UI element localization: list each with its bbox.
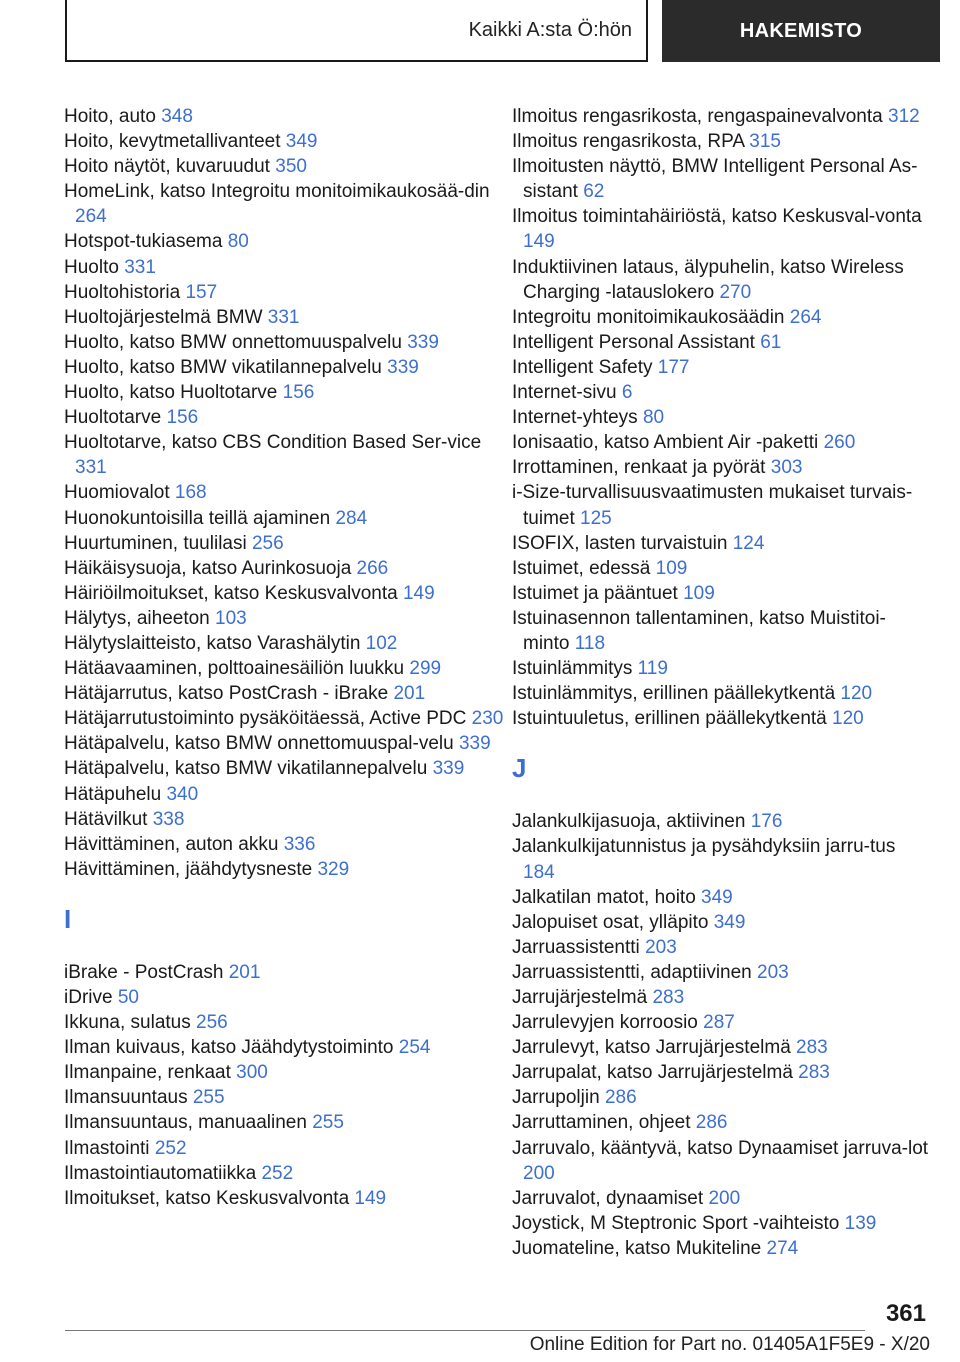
- index-entry: [64, 1161, 504, 1186]
- index-entry-term: Joystick, M Steptronic Sport -vaihteisto: [512, 1212, 840, 1234]
- index-entry: [64, 731, 504, 756]
- index-entry-page-link[interactable]: 312: [888, 106, 920, 127]
- index-entry: [512, 455, 932, 480]
- index-entry-term: Internet-yhteys: [512, 407, 638, 429]
- index-entry-term: Hoito, auto: [64, 106, 156, 127]
- index-entry-page-link[interactable]: 264: [789, 306, 822, 328]
- index-entry-page-link[interactable]: 124: [732, 532, 765, 554]
- index-entry-term: Jarruvalo, kääntyvä, katso Dynaamiset jarruva-lot: [512, 1137, 929, 1159]
- index-entry-term: Huoltojärjestelmä BMW: [64, 306, 263, 328]
- page-number: 361: [885, 1300, 926, 1327]
- index-entry-page-link[interactable]: 283: [652, 987, 685, 1008]
- index-entry-term: Istuinasennon tallentaminen, katso Muistitoi-minto: [512, 607, 886, 654]
- index-entry-page-link[interactable]: 80: [642, 407, 665, 429]
- index-entry-page-link[interactable]: 201: [393, 683, 426, 705]
- index-entry: [64, 581, 504, 606]
- index-entry-page-link[interactable]: 120: [840, 683, 873, 705]
- index-entry: [512, 104, 932, 129]
- index-entry-page-link[interactable]: 283: [798, 1062, 830, 1084]
- index-entry-page-link[interactable]: 109: [683, 582, 715, 604]
- index-entry: [512, 430, 932, 455]
- footer-divider: [65, 1330, 865, 1331]
- index-entry: [512, 1136, 932, 1186]
- index-entry-term: Huoltohistoria: [64, 281, 181, 303]
- index-entry: [512, 330, 932, 355]
- index-entry: [512, 1035, 932, 1060]
- index-entry-term: Ilmanpaine, renkaat: [64, 1062, 231, 1084]
- index-entry: [512, 255, 932, 305]
- index-entry-term: Intelligent Personal Assistant: [512, 331, 755, 353]
- index-entry-page-link[interactable]: 61: [760, 331, 782, 353]
- index-entry-page-link[interactable]: 270: [719, 281, 752, 303]
- index-entry-page-link[interactable]: 256: [251, 532, 284, 554]
- index-entry-page-link[interactable]: 349: [285, 131, 318, 153]
- index-entry-term: HomeLink, katso Integroitu monitoimikaukosää-din: [64, 181, 490, 203]
- index-entry-term: Istuimet ja pääntuet: [512, 582, 678, 604]
- index-entry-term: Intelligent Safety: [512, 356, 653, 378]
- index-entry-page-link[interactable]: 184: [523, 861, 555, 883]
- index-entry-term: Häiriöilmoitukset, katso Keskusvalvonta: [64, 582, 398, 604]
- index-entry-term: Huolto, katso BMW onnettomuuspalvelu: [64, 331, 402, 353]
- index-entry-term: Hätäpalvelu, katso BMW vikatilannepalvelu: [64, 758, 428, 780]
- index-entry-term: Juomateline, katso Mukiteline: [512, 1237, 762, 1259]
- index-entry-page-link[interactable]: 349: [701, 886, 733, 908]
- index-entry-page-link[interactable]: 348: [161, 106, 193, 127]
- index-entry-term: Hätäavaaminen, polttoainesäiliön luukku: [64, 658, 405, 680]
- index-entry: [512, 985, 932, 1010]
- index-entry-term: Huurtuminen, tuulilasi: [64, 532, 247, 554]
- index-entry-term: Huolto, katso BMW vikatilannepalvelu: [64, 356, 382, 378]
- index-entry: [512, 380, 932, 405]
- index-entry-term: Hätävilkut: [64, 808, 148, 830]
- index-entry-term: Häikäisysuoja, katso Aurinkosuoja: [64, 557, 352, 579]
- index-entry: [64, 179, 504, 229]
- footer-edition-note: Online Edition for Part no. 01405A1F5E9 - X/20: [529, 1334, 930, 1355]
- index-entry-term: Ilmansuuntaus: [64, 1087, 188, 1109]
- index-entry-page-link[interactable]: 201: [228, 961, 261, 983]
- index-entry-page-link[interactable]: 331: [124, 256, 156, 278]
- index-entry-term: Jalankulkijatunnistus ja pysähdyksiin jarru-tus: [512, 836, 896, 858]
- index-entry: [512, 960, 932, 985]
- index-entry-term: Hälytyslaitteisto, katso Varashälytin: [64, 632, 361, 654]
- index-entry: [512, 355, 932, 380]
- index-entry-page-link[interactable]: 119: [637, 658, 668, 680]
- index-entry-term: Jalkatilan matot, hoito: [512, 886, 696, 908]
- index-entry: [64, 330, 504, 355]
- index-entry: [512, 154, 932, 204]
- index-entry-page-link[interactable]: 62: [583, 181, 605, 203]
- index-entry-term: Huoltotarve: [64, 407, 162, 429]
- index-entry: [512, 531, 932, 556]
- index-entry: [64, 1085, 504, 1110]
- index-entry-page-link[interactable]: 260: [823, 432, 856, 454]
- tab-index[interactable]: [662, 0, 940, 62]
- index-entry-page-link[interactable]: 200: [523, 1162, 555, 1184]
- index-entry: [512, 556, 932, 581]
- index-entry-term: Ilman kuivaus, katso Jäähdytystoiminto: [64, 1037, 394, 1059]
- index-entry: [512, 809, 932, 834]
- index-entry-page-link[interactable]: 103: [215, 607, 247, 629]
- index-entry-page-link[interactable]: 157: [185, 281, 218, 303]
- index-entry: [512, 1010, 932, 1035]
- index-entry: [64, 255, 504, 280]
- index-entry-page-link[interactable]: 266: [356, 557, 389, 579]
- index-entry: [64, 857, 504, 882]
- index-entry-term: Jarrupalat, katso Jarrujärjestelmä: [512, 1062, 793, 1084]
- index-entry-page-link[interactable]: 264: [75, 206, 107, 228]
- index-entry: [64, 1186, 504, 1211]
- index-entry-term: Induktiivinen lataus, älypuhelin, katso Wireless Charging -latauslokero: [512, 256, 904, 303]
- index-entry: [512, 1211, 932, 1236]
- index-entry: [512, 1110, 932, 1135]
- index-entry-term: Ilmastointiautomatiikka: [64, 1162, 257, 1184]
- index-entry-term: Istuintuuletus, erillinen päällekytkentä: [512, 708, 827, 730]
- index-entry-page-link[interactable]: 274: [766, 1237, 799, 1259]
- index-entry-page-link[interactable]: 200: [708, 1187, 741, 1209]
- index-entry-term: Hävittäminen, jäähdytysneste: [64, 858, 313, 880]
- index-entry-page-link[interactable]: 203: [645, 936, 677, 958]
- index-entry-page-link[interactable]: 349: [713, 911, 746, 933]
- index-entry-term: Hotspot-tukiasema: [64, 231, 223, 253]
- index-entry-term: Istuinlämmitys: [512, 658, 633, 680]
- index-entry: [64, 606, 504, 631]
- index-entry: [512, 706, 932, 731]
- index-entry-term: i-Size-turvallisuusvaatimusten mukaiset turvais-tuimet: [512, 482, 913, 529]
- index-entry: [64, 430, 504, 480]
- index-entry-term: Jalopuiset osat, ylläpito: [512, 911, 709, 933]
- index-entry-page-link[interactable]: 339: [432, 758, 465, 780]
- index-entry: [512, 606, 932, 656]
- index-entry-page-link[interactable]: 286: [604, 1087, 637, 1109]
- index-entry-term: Ilmoitus toimintahäiriöstä, katso Keskusval-vonta: [512, 206, 922, 228]
- index-entry-page-link[interactable]: 118: [574, 632, 606, 654]
- index-entry: [512, 1085, 932, 1110]
- index-entry: [64, 960, 504, 985]
- index-entry: [512, 656, 932, 681]
- index-entry-page-link[interactable]: 125: [580, 507, 612, 529]
- index-entry-term: Hätäpuhelu: [64, 783, 162, 805]
- index-entry-page-link[interactable]: 109: [655, 557, 688, 579]
- index-entry-term: Irrottaminen, renkaat ja pyörät: [512, 457, 766, 479]
- tab-all-a-to-o-label: Kaikki A:sta Ö:hön: [468, 18, 632, 41]
- index-entry-term: Ilmastointi: [64, 1137, 150, 1159]
- index-entry-page-link[interactable]: 176: [750, 811, 783, 833]
- index-entry-term: Huonokuntoisilla teillä ajaminen: [64, 507, 331, 529]
- index-entry-term: Ilmoitus rengasrikosta, RPA: [512, 131, 744, 153]
- index-entry-page-link[interactable]: 255: [312, 1112, 344, 1134]
- index-entry: [512, 405, 932, 430]
- index-entry: [64, 782, 504, 807]
- index-entry-page-link[interactable]: 50: [117, 987, 139, 1008]
- index-entry-page-link[interactable]: 203: [757, 961, 789, 983]
- index-entry-term: Istuinlämmitys, erillinen päällekytkentä: [512, 683, 836, 705]
- index-entry: [512, 935, 932, 960]
- index-entry: [512, 305, 932, 330]
- index-entry-term: Jarrujärjestelmä: [512, 987, 648, 1008]
- index-entry: [64, 129, 504, 154]
- index-entry-page-link[interactable]: 303: [770, 457, 803, 479]
- index-entry: [64, 1136, 504, 1161]
- index-entry-term: Hoito näytöt, kuvaruudut: [64, 156, 270, 178]
- index-entry-term: Jarrulevyjen korroosio: [512, 1012, 698, 1034]
- index-entry: [64, 1060, 504, 1085]
- index-entry-term: iDrive: [64, 987, 113, 1008]
- index-entry-term: Huoltotarve, katso CBS Condition Based Ser-vice: [64, 432, 482, 454]
- index-entry-term: Integroitu monitoimikaukosäädin: [512, 306, 785, 328]
- index-entry-term: Internet-sivu: [512, 382, 617, 404]
- index-entry-page-link[interactable]: 252: [154, 1137, 187, 1159]
- index-entry: [64, 380, 504, 405]
- index-entry-term: Hätäjarrutus, katso PostCrash - iBrake: [64, 683, 389, 705]
- index-entry-page-link[interactable]: 256: [196, 1012, 228, 1034]
- index-entry: [512, 129, 932, 154]
- index-entry: [64, 756, 504, 781]
- section-letter-heading: I: [64, 903, 72, 934]
- index-entry-term: ISOFIX, lasten turvaistuin: [512, 532, 728, 554]
- index-entry-page-link[interactable]: 252: [261, 1162, 294, 1184]
- index-entry: [64, 1010, 504, 1035]
- index-entry-page-link[interactable]: 254: [398, 1037, 431, 1059]
- index-entry-page-link[interactable]: 329: [317, 858, 350, 880]
- index-entry: [64, 706, 504, 731]
- index-entry-term: Hälytys, aiheeton: [64, 607, 210, 629]
- index-entry-term: Ikkuna, sulatus: [64, 1012, 191, 1034]
- index-entry: [64, 556, 504, 581]
- index-entry-term: Jarrulevyt, katso Jarrujärjestelmä: [512, 1037, 791, 1059]
- index-entry: [64, 656, 504, 681]
- page-header: [65, 0, 940, 64]
- index-entry-page-link[interactable]: 102: [365, 632, 398, 654]
- index-entry-page-link[interactable]: 177: [657, 356, 690, 378]
- index-entry-page-link[interactable]: 331: [267, 306, 300, 328]
- index-entry-term: Ilmoitukset, katso Keskusvalvonta: [64, 1187, 350, 1209]
- index-entry-page-link[interactable]: 336: [283, 833, 316, 855]
- index-entry: [64, 985, 504, 1010]
- index-entry-term: Jarruttaminen, ohjeet: [512, 1112, 691, 1134]
- index-entry: [64, 280, 504, 305]
- index-entry: [64, 681, 504, 706]
- index-entry-page-link[interactable]: 300: [236, 1062, 268, 1084]
- index-entry-page-link[interactable]: 149: [354, 1187, 387, 1209]
- index-entry-page-link[interactable]: 315: [749, 131, 781, 153]
- index-entry: [64, 104, 504, 129]
- index-entry-page-link[interactable]: 156: [166, 407, 199, 429]
- index-entry: [64, 154, 504, 179]
- index-entry-term: Hoito, kevytmetallivanteet: [64, 131, 281, 153]
- index-entry-term: Istuimet, edessä: [512, 557, 651, 579]
- index-entry-term: Jarruassistentti, adaptiivinen: [512, 961, 752, 983]
- index-entry-page-link[interactable]: 350: [275, 156, 307, 178]
- index-entry-page-link[interactable]: 284: [335, 507, 368, 529]
- index-entry-page-link[interactable]: 299: [409, 658, 442, 680]
- index-entry: [512, 480, 932, 530]
- index-entry-term: Hävittäminen, auton akku: [64, 833, 279, 855]
- index-entry: [512, 581, 932, 606]
- index-entry-term: Jarrupoljin: [512, 1087, 600, 1109]
- index-entry: [64, 1110, 504, 1135]
- index-entry: [64, 229, 504, 254]
- index-entry: [64, 305, 504, 330]
- index-column-right: [512, 104, 932, 1261]
- index-entry: [64, 807, 504, 832]
- index-column-left: [64, 104, 504, 1211]
- index-entry: [64, 506, 504, 531]
- index-entry: [64, 531, 504, 556]
- index-entry: [512, 1060, 932, 1085]
- index-entry-term: Hätäjarrutustoiminto pysäköitäessä, Active PDC: [64, 708, 467, 730]
- index-entry-page-link[interactable]: 149: [523, 231, 555, 253]
- index-entry-page-link[interactable]: 283: [796, 1037, 828, 1059]
- index-entry: [64, 405, 504, 430]
- index-entry-term: Jarruassistentti: [512, 936, 640, 958]
- index-entry: [512, 910, 932, 935]
- index-entry-page-link[interactable]: 338: [152, 808, 185, 830]
- index-entry-term: Ionisaatio, katso Ambient Air -paketti: [512, 432, 819, 454]
- tab-index-label: HAKEMISTO: [739, 19, 863, 42]
- index-entry-page-link[interactable]: 139: [844, 1212, 877, 1234]
- index-entry-page-link[interactable]: 287: [703, 1012, 735, 1034]
- index-entry-term: Ilmansuuntaus, manuaalinen: [64, 1112, 307, 1134]
- index-entry-term: Huolto, katso Huoltotarve: [64, 382, 278, 404]
- index-entry-page-link[interactable]: 6: [621, 382, 633, 404]
- index-entry-term: Jarruvalot, dynaamiset: [512, 1187, 704, 1209]
- tab-all-a-to-o[interactable]: [65, 0, 648, 62]
- index-entry: [64, 1035, 504, 1060]
- index-entry: [512, 1236, 932, 1261]
- index-entry-page-link[interactable]: 168: [174, 482, 207, 504]
- index-entry-term: Huomiovalot: [64, 482, 170, 504]
- index-entry-page-link[interactable]: 339: [458, 733, 491, 755]
- section-letter-heading: J: [512, 753, 527, 784]
- index-entry-page-link[interactable]: 340: [166, 783, 199, 805]
- index-entry: [64, 631, 504, 656]
- index-entry: [512, 885, 932, 910]
- index-entry-page-link[interactable]: 286: [695, 1112, 728, 1134]
- index-entry-term: Ilmoitusten näyttö, BMW Intelligent Personal As-sistant: [512, 156, 918, 203]
- index-entry-page-link[interactable]: 230: [471, 708, 504, 730]
- index-entry-term: iBrake - PostCrash: [64, 961, 224, 983]
- index-entry-page-link[interactable]: 80: [227, 231, 249, 253]
- index-entry: [512, 204, 932, 254]
- index-entry-term: Huolto: [64, 256, 119, 278]
- index-entry-page-link[interactable]: 120: [832, 708, 864, 730]
- index-entry-term: Jalankulkijasuoja, aktiivinen: [512, 811, 746, 833]
- index-entry-term: Ilmoitus rengasrikosta, rengaspainevalvonta: [512, 106, 883, 127]
- index-entry-page-link[interactable]: 339: [387, 356, 419, 378]
- index-entry: [512, 1186, 932, 1211]
- index-entry-page-link[interactable]: 156: [282, 382, 315, 404]
- index-entry-page-link[interactable]: 149: [402, 582, 435, 604]
- index-entry: [512, 834, 932, 884]
- index-entry: [64, 480, 504, 505]
- index-entry-page-link[interactable]: 331: [75, 457, 107, 479]
- index-entry: [64, 832, 504, 857]
- index-entry-page-link[interactable]: 339: [407, 331, 439, 353]
- index-entry: [512, 681, 932, 706]
- index-entry-term: Hätäpalvelu, katso BMW onnettomuuspal-velu: [64, 733, 454, 755]
- index-entry: [64, 355, 504, 380]
- index-entry-page-link[interactable]: 255: [192, 1087, 225, 1109]
